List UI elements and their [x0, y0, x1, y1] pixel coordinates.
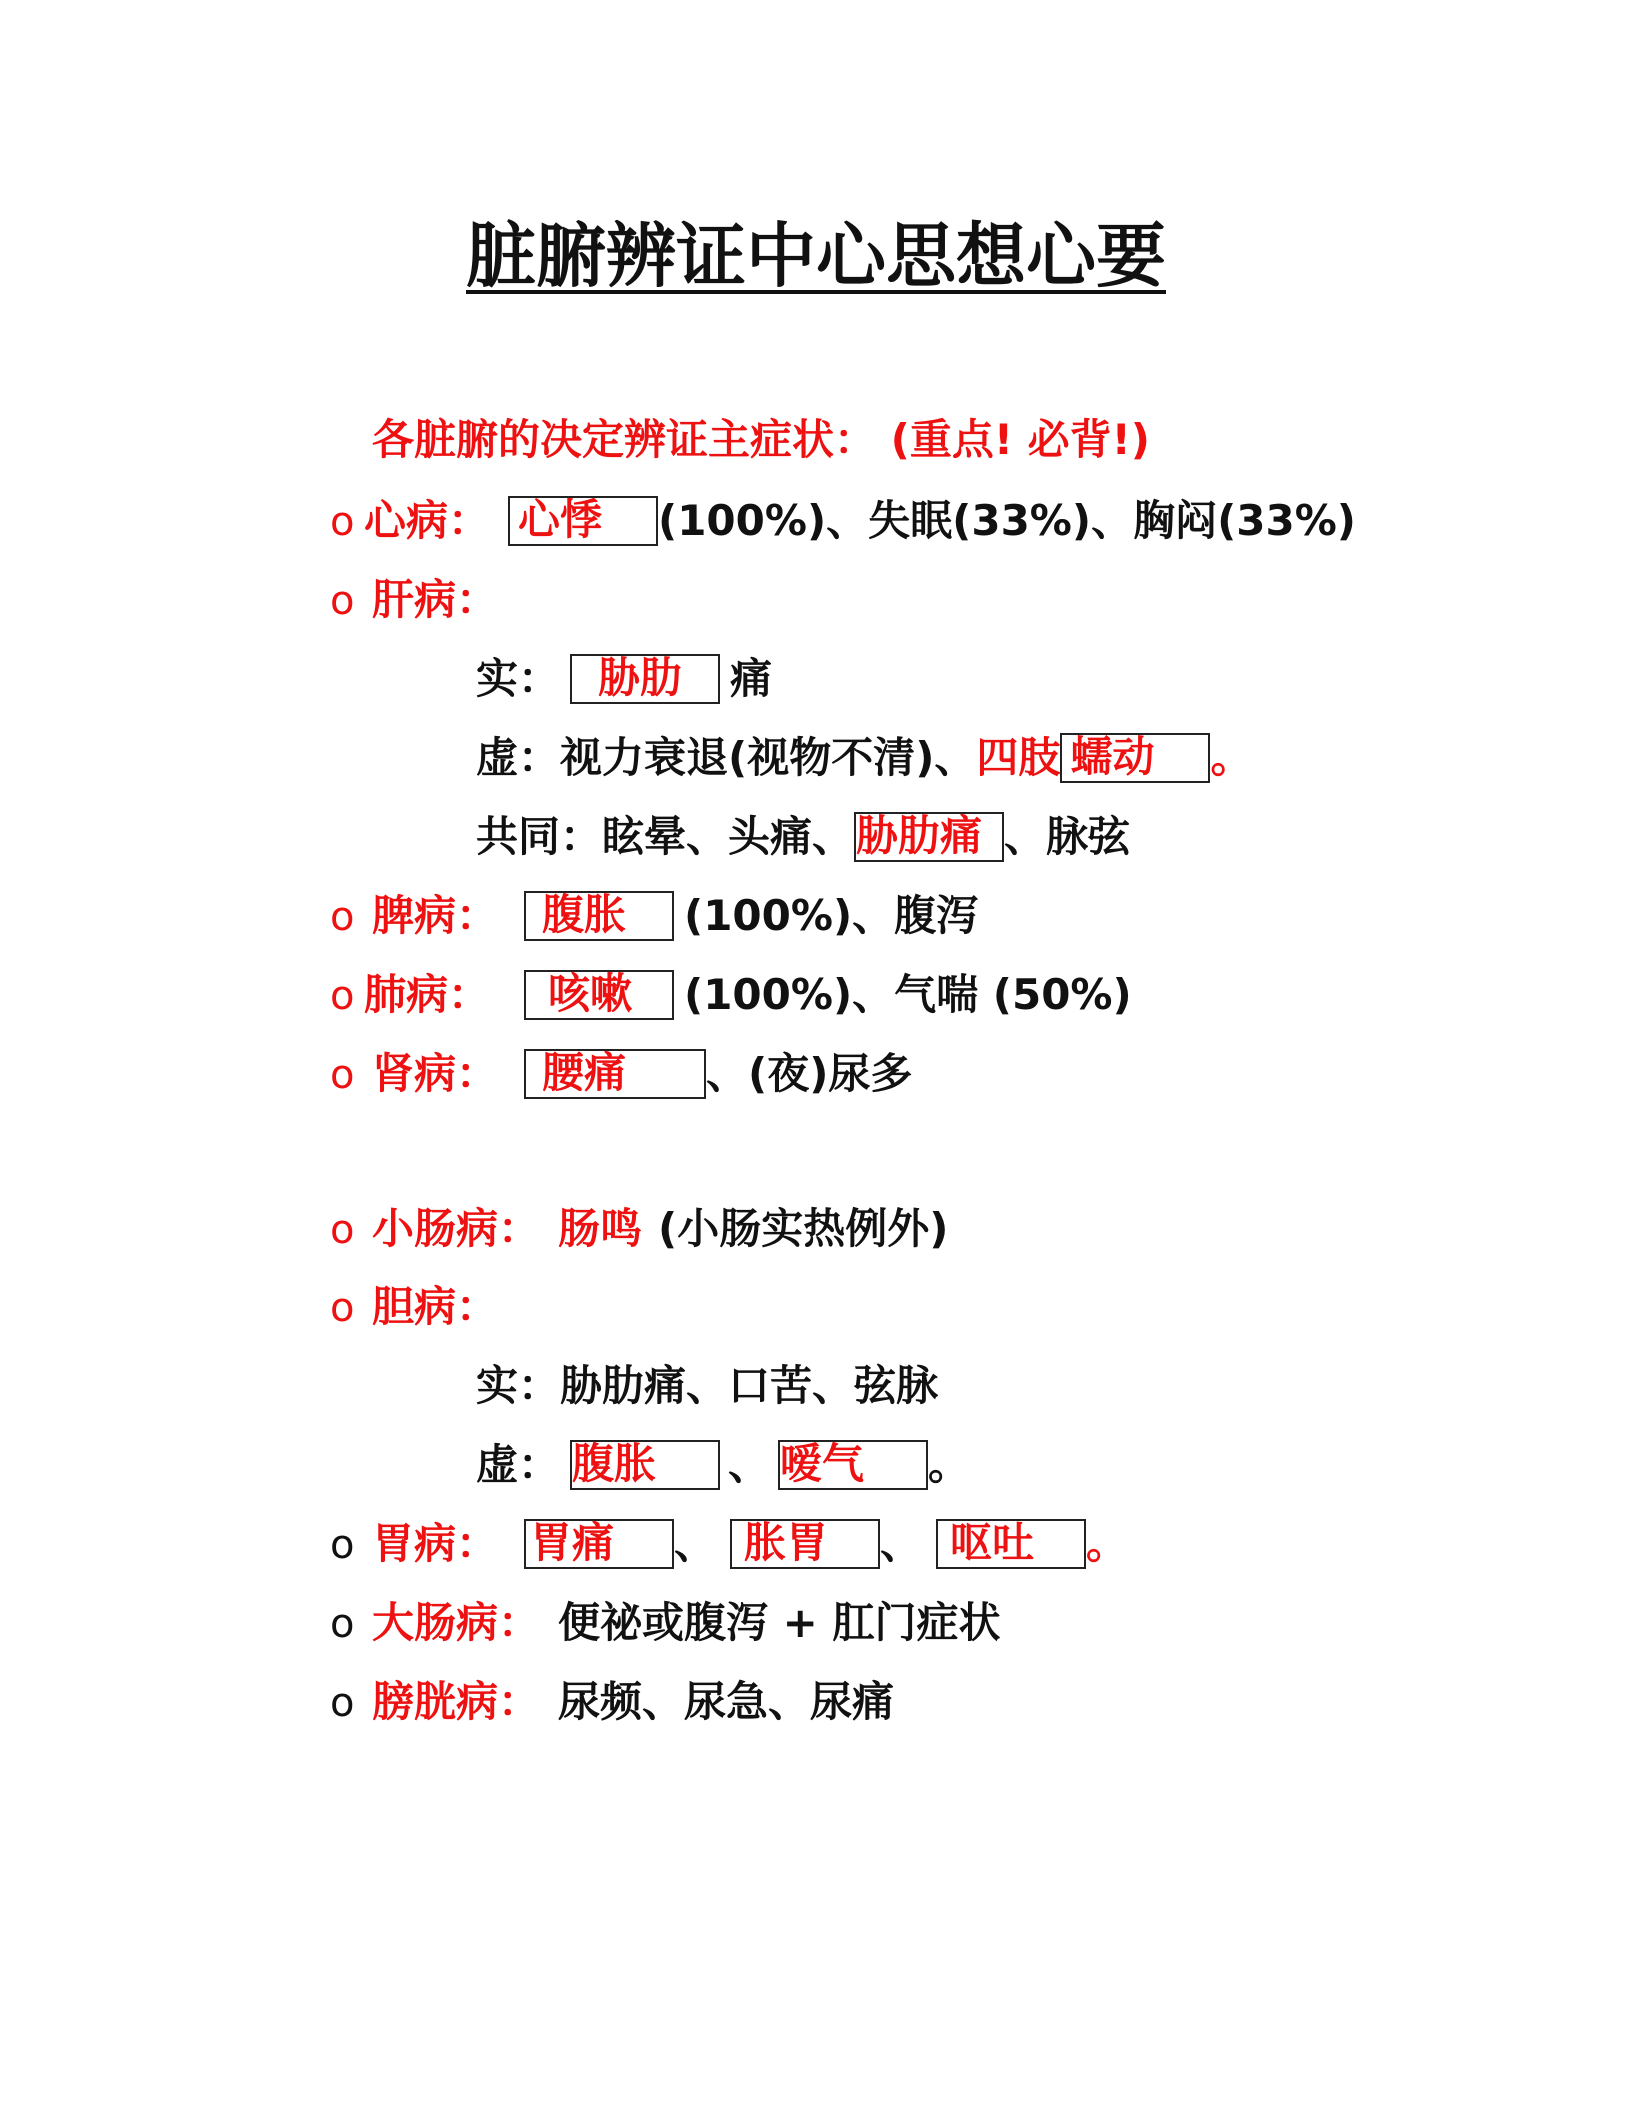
box-wei-1: 胃痛	[524, 1519, 674, 1569]
rest-fei: (100%)、气喘 (50%)	[684, 970, 1132, 1019]
bullet-icon: o	[330, 1207, 355, 1253]
end-dan-xu: 。	[928, 1440, 971, 1489]
row-dachang	[330, 1595, 1000, 1651]
bullet-icon: o	[330, 973, 355, 1019]
text-gan-xu: 视力衰退(视物不清)、	[560, 733, 977, 782]
label-xiaochang: 小肠病：	[372, 1204, 541, 1253]
sep-wei-1: 、	[674, 1519, 717, 1568]
label-fei: 肺病：	[364, 970, 491, 1019]
label-xin: 心病：	[364, 496, 491, 545]
label-dachang: 大肠病：	[372, 1598, 541, 1647]
label-dan: 胆病：	[372, 1282, 499, 1331]
bullet-icon: o	[330, 1285, 355, 1331]
box-dan-xu-1: 腹胀	[570, 1440, 720, 1490]
label-wei: 胃病：	[372, 1519, 499, 1568]
bullet-icon: o	[330, 894, 355, 940]
row-gan-common	[476, 809, 1130, 865]
rest-shen: 、(夜)尿多	[706, 1049, 913, 1098]
box-xin: 心悸	[508, 496, 658, 546]
row-gan-xu	[476, 730, 1252, 786]
bullet-icon: o	[330, 1680, 355, 1726]
rest-xin: (100%)、失眠(33%)、胸闷(33%)	[658, 496, 1356, 545]
row-pi	[330, 888, 978, 944]
title-text: 脏腑辨证中心思想心要	[466, 215, 1166, 297]
row-shen	[330, 1046, 912, 1102]
text-dan-shi: 胁肋痛、口苦、弦脉	[560, 1361, 939, 1410]
box-wei-3: 呕吐	[936, 1519, 1086, 1569]
rest-dachang: 便祕或腹泻 + 肛门症状	[558, 1598, 1001, 1647]
rest-xiaochang: (小肠实热例外)	[658, 1204, 949, 1253]
box-gan-common: 胁肋痛	[854, 812, 1004, 862]
subtitle: 各脏腑的决定辨证主症状： (重点! 必背!)	[372, 415, 1150, 464]
label-pi: 脾病：	[372, 891, 499, 940]
end-wei: 。	[1086, 1519, 1129, 1568]
rest-pangguang: 尿频、尿急、尿痛	[558, 1677, 895, 1726]
row-wei	[330, 1516, 1128, 1572]
box-wei-2: 胀胃	[730, 1519, 880, 1569]
label-shen: 肾病：	[372, 1049, 499, 1098]
row-fei	[330, 967, 1132, 1023]
row-xiaochang	[330, 1201, 948, 1257]
end-gan-xu: 。	[1210, 733, 1253, 782]
box-dan-xu-2: 嗳气	[778, 1440, 928, 1490]
box-shen: 腰痛	[524, 1049, 706, 1099]
row-dan-shi	[476, 1358, 938, 1414]
row-pangguang	[330, 1674, 894, 1730]
label-dan-xu: 虚：	[476, 1440, 561, 1489]
label-gan-shi: 实：	[476, 654, 561, 703]
bullet-icon: o	[330, 1601, 355, 1647]
row-gan	[330, 572, 498, 628]
red-gan-xu: 四肢	[976, 733, 1061, 782]
box-gan-xu: 蠕动	[1060, 733, 1210, 783]
row-dan-xu	[476, 1437, 970, 1493]
bullet-icon: o	[330, 1522, 355, 1568]
rest-pi: (100%)、腹泻	[684, 891, 979, 940]
end-gan-common: 、脉弦	[1004, 812, 1131, 861]
row-xin	[330, 493, 1356, 549]
bullet-icon: o	[330, 1052, 355, 1098]
page-title	[0, 208, 1632, 304]
red-xiaochang: 肠鸣	[558, 1204, 643, 1253]
bullet-icon: o	[330, 578, 355, 624]
row-dan	[330, 1279, 498, 1335]
sep-dan-xu: 、	[728, 1440, 771, 1489]
label-gan: 肝病：	[372, 575, 499, 624]
rest-gan-shi: 痛	[730, 654, 773, 703]
label-gan-xu: 虚：	[476, 733, 561, 782]
bullet-icon: o	[330, 499, 355, 545]
box-fei: 咳嗽	[524, 970, 674, 1020]
box-gan-shi: 胁肋	[570, 654, 720, 704]
row-gan-shi	[476, 651, 772, 707]
box-pi: 腹胀	[524, 891, 674, 941]
label-gan-common: 共同：	[476, 812, 603, 861]
label-pangguang: 膀胱病：	[372, 1677, 541, 1726]
text-gan-common: 眩晕、头痛、	[602, 812, 855, 861]
label-dan-shi: 实：	[476, 1361, 561, 1410]
sep-wei-2: 、	[880, 1519, 923, 1568]
